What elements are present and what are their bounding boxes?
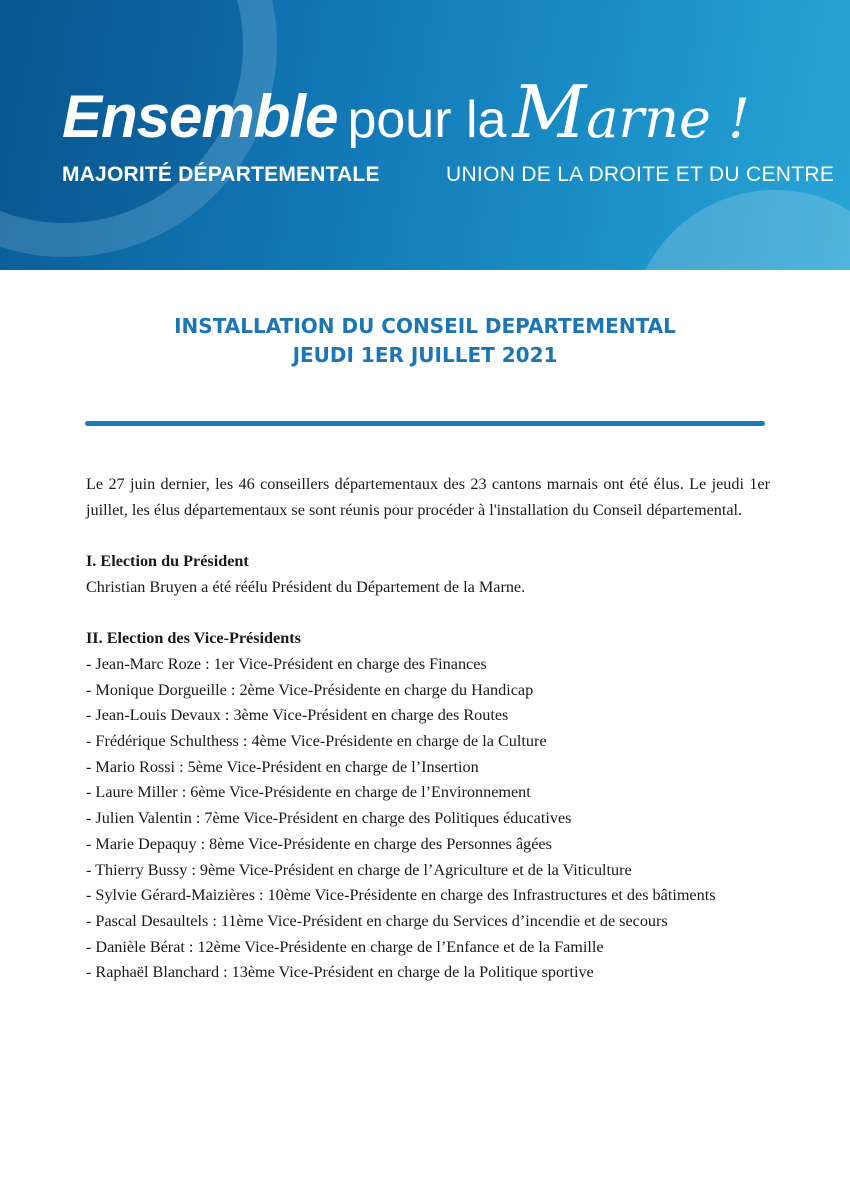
- brand-bold-word: Ensemble: [62, 83, 338, 150]
- document-body: [86, 472, 770, 986]
- list-item: - Raphaël Blanchard : 13ème Vice-Président en charge de la Politique sportive: [86, 963, 594, 982]
- section-vice-presidents-heading: II. Election des Vice-Présidents: [86, 629, 301, 648]
- tagline-majority: MAJORITÉ DÉPARTEMENTALE: [62, 163, 380, 186]
- list-item: - Mario Rossi : 5ème Vice-Président en charge de l’Insertion: [86, 757, 479, 776]
- list-item: - Jean-Marc Roze : 1er Vice-Président en charge des Finances: [86, 654, 487, 673]
- title-divider: [85, 421, 765, 426]
- title-line-1: INSTALLATION DU CONSEIL DEPARTEMENTAL: [174, 314, 676, 338]
- list-item: - Pascal Desaultels : 11ème Vice-Président en charge du Services d’incendie et de secours: [86, 911, 668, 930]
- header-banner: [0, 0, 850, 270]
- list-item: - Danièle Bérat : 12ème Vice-Présidente en charge de l’Enfance et de la Famille: [86, 937, 604, 956]
- title-line-2: JEUDI 1ER JUILLET 2021: [292, 343, 558, 367]
- list-item: - Laure Miller : 6ème Vice-Présidente en charge de l’Environnement: [86, 783, 531, 802]
- list-item: - Thierry Bussy : 9ème Vice-Président en charge de l’Agriculture et de la Viticulture: [86, 860, 632, 879]
- list-item: - Sylvie Gérard-Maizières : 10ème Vice-Présidente en charge des Infrastructures et des bâtiments: [86, 886, 716, 905]
- spacer: [86, 601, 770, 627]
- brand-script-rest: arne !: [586, 87, 750, 150]
- tagline-union: UNION DE LA DROITE ET DU CENTRE: [446, 163, 835, 186]
- page-title: [0, 312, 850, 370]
- list-item: - Frédérique Schulthess : 4ème Vice-Présidente en charge de la Culture: [86, 732, 547, 750]
- section-president-heading: I. Election du Président: [86, 552, 249, 571]
- list-item: - Monique Dorgueille : 2ème Vice-Présidente en charge du Handicap: [86, 680, 534, 699]
- vice-president-list: [86, 652, 770, 986]
- list-item: - Julien Valentin : 7ème Vice-Président en charge des Politiques éducatives: [86, 809, 572, 828]
- brand-logo: [62, 70, 750, 154]
- list-item: - Marie Depaquy : 8ème Vice-Présidente en charge des Personnes âgées: [86, 834, 552, 853]
- spacer: [86, 523, 770, 549]
- section-president-text: Christian Bruyen a été réélu Président du Département de la Marne.: [86, 577, 526, 596]
- list-item: - Jean-Louis Devaux : 3ème Vice-Président en charge des Routes: [86, 706, 509, 725]
- brand-script-capital: M: [512, 70, 587, 154]
- brand-script-word: [512, 70, 750, 154]
- intro-paragraph: Le 27 juin dernier, les 46 conseillers départementaux des 23 cantons marnais ont été élus. Le jeudi 1er juillet, les élus départementaux se sont réunis pour procéder à l'installation du Conseil départemental.: [86, 475, 770, 519]
- brand-light-words: pour la: [347, 91, 507, 149]
